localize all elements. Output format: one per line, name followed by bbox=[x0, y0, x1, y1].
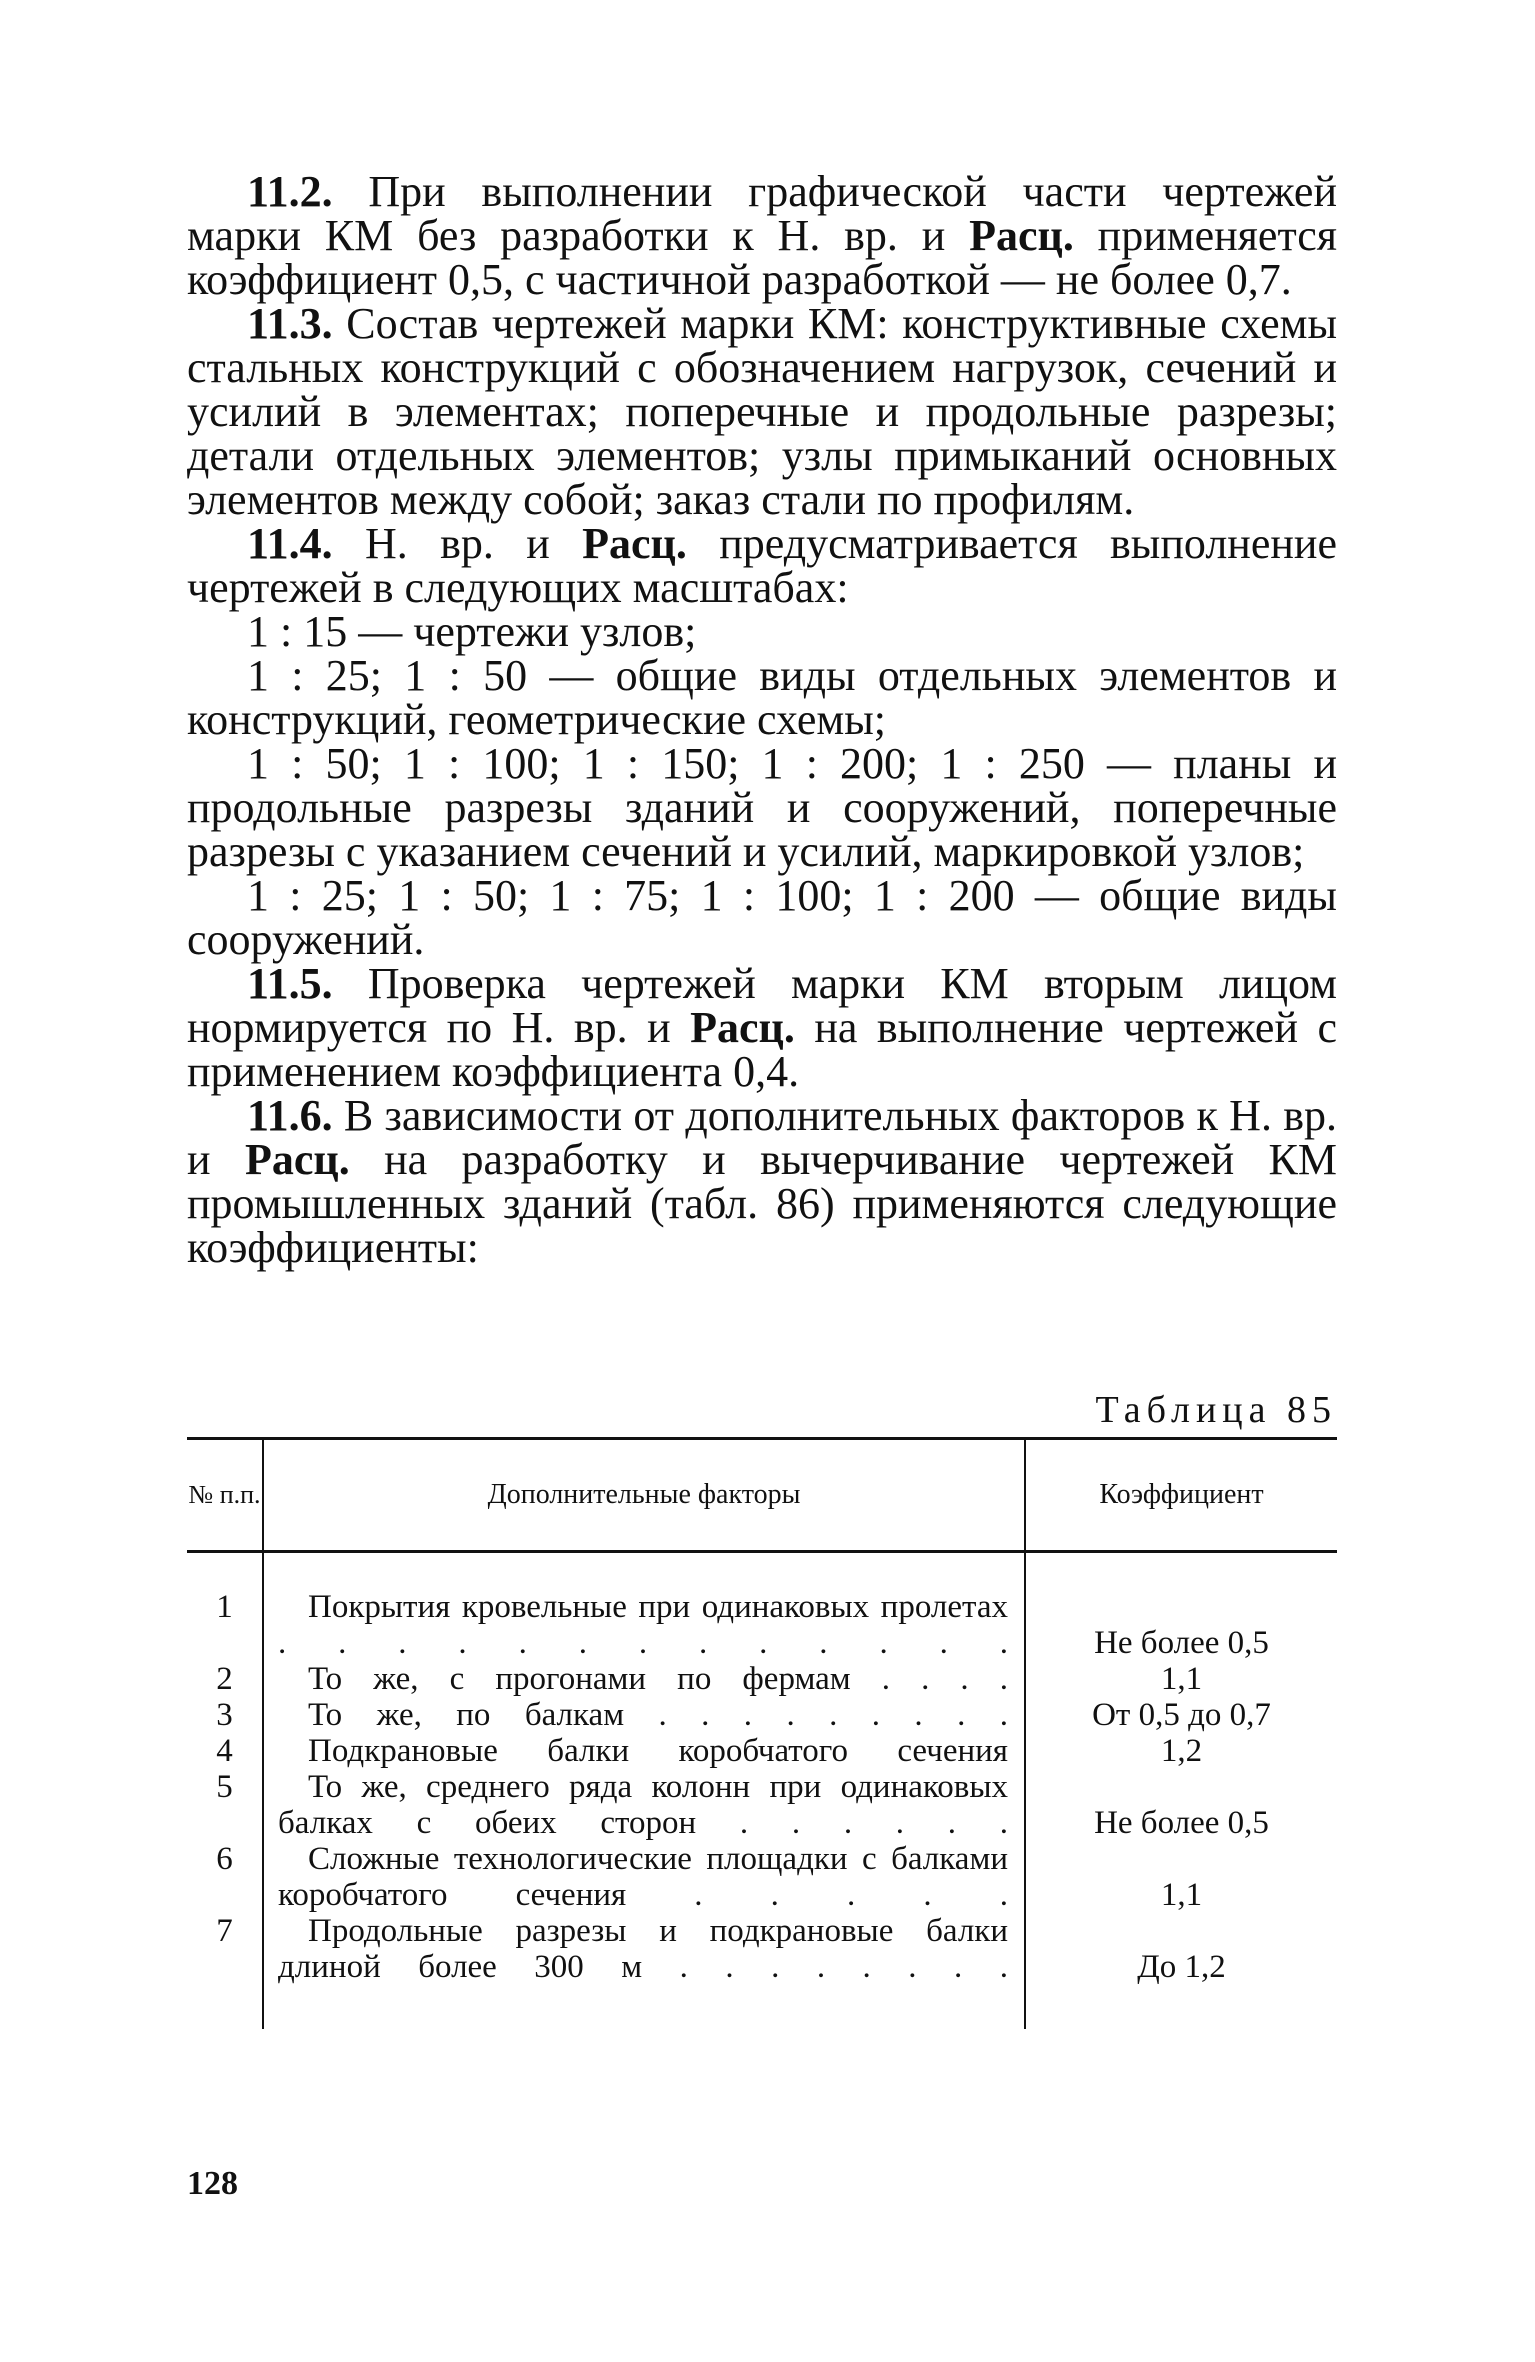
row-number: 1 bbox=[216, 1589, 233, 1625]
row-number: 6 bbox=[216, 1841, 233, 1877]
paragraph-text: Н. вр. и bbox=[364, 519, 583, 568]
row-coefficient: 1,1 bbox=[1160, 1877, 1203, 1913]
table-row bbox=[187, 1697, 1337, 1733]
paragraph-number: 11.2. bbox=[247, 167, 333, 216]
paragraph-bold: Расц. bbox=[582, 519, 687, 568]
row-number: 3 bbox=[216, 1697, 233, 1733]
paragraph-text: При выполнении графической части чертежей марки КМ без разработки к Н. вр. и bbox=[187, 167, 1337, 260]
row-coefficient: До 1,2 bbox=[1137, 1949, 1226, 1985]
header-coefficient: Коэффициент bbox=[1099, 1479, 1264, 1510]
header-factor: Дополнительные факторы bbox=[263, 1439, 1025, 1552]
page-text bbox=[187, 167, 1338, 1272]
row-coefficient: 1,1 bbox=[1160, 1661, 1203, 1697]
table-row bbox=[187, 1733, 1337, 1769]
coefficient-table bbox=[187, 1437, 1337, 2029]
paragraph-text-end: предусматривается выполнение чертежей в следующих масштабах: bbox=[187, 519, 1337, 612]
table-header-row bbox=[187, 1439, 1337, 1552]
row-coefficient: 1,2 bbox=[1160, 1733, 1203, 1769]
paragraph-bold: Расц. bbox=[969, 211, 1074, 260]
row-factor: То же, среднего ряда колонн при одинаковых балках с обеих сторон . . . . . . bbox=[278, 1769, 1008, 1841]
paragraph-text-end: на разработку и вычерчивание чертежей КМ промышленных зданий (табл. 86) применяются следующие коэффициенты: bbox=[187, 1135, 1337, 1272]
table-row bbox=[187, 1913, 1337, 2029]
scale-line-1: 1 : 15 — чертежи узлов; bbox=[247, 607, 697, 656]
row-coefficient: Не более 0,5 bbox=[1094, 1625, 1269, 1661]
paragraph-11-3 bbox=[187, 299, 1338, 524]
row-factor: Подкрановые балки коробчатого сечения bbox=[308, 1733, 1008, 1769]
row-number: 5 bbox=[216, 1769, 233, 1805]
paragraph-text: Состав чертежей марки КМ: конструктивные схемы стальных конструкций с обозначением нагрузок, сечений и усилий в элементах; поперечные и продольные разрезы; детали отдельных элементов; узлы примыканий основных элементов между собой; заказ стали по профилям. bbox=[187, 299, 1338, 524]
paragraph-text-end: на выполнение чертежей с применением коэффициента 0,4. bbox=[187, 1003, 1337, 1096]
row-number: 7 bbox=[216, 1913, 233, 1949]
paragraph-11-4 bbox=[187, 519, 1337, 612]
paragraph-text-end: применяется коэффициент 0,5, с частичной разработкой — не более 0,7. bbox=[187, 211, 1337, 304]
row-factor: То же, по балкам . . . . . . . . . bbox=[308, 1697, 1008, 1733]
table-row bbox=[187, 1841, 1337, 1913]
paragraph-text: Проверка чертежей марки КМ вторым лицом нормируется по Н. вр. и bbox=[187, 959, 1337, 1052]
scale-line-4: 1 : 25; 1 : 50; 1 : 75; 1 : 100; 1 : 200 — общие виды сооружений. bbox=[187, 871, 1337, 964]
page-number: 128 bbox=[187, 2165, 238, 2202]
paragraph-number: 11.4. bbox=[247, 519, 333, 568]
scale-line-2: 1 : 25; 1 : 50 — общие виды отдельных элементов и конструкций, геометрические схемы; bbox=[187, 651, 1337, 744]
table-row bbox=[187, 1661, 1337, 1697]
row-factor: Продольные разрезы и подкрановые балки длиной более 300 м . . . . . . . . bbox=[278, 1913, 1008, 1985]
row-factor: Покрытия кровельные при одинаковых пролетах . . . . . . . . . . . . . bbox=[278, 1589, 1008, 1661]
paragraph-bold: Расц. bbox=[244, 1135, 350, 1184]
row-number: 4 bbox=[216, 1733, 233, 1769]
row-coefficient: Не более 0,5 bbox=[1094, 1805, 1269, 1841]
paragraph-text: В зависимости от дополнительных факторов к Н. вр. и bbox=[187, 1091, 1338, 1184]
paragraph-11-5 bbox=[187, 959, 1337, 1096]
row-factor: То же, с прогонами по фермам . . . . bbox=[308, 1661, 1008, 1697]
paragraph-number: 11.5. bbox=[247, 959, 333, 1008]
header-number: № п.п. bbox=[188, 1480, 261, 1509]
row-coefficient: От 0,5 до 0,7 bbox=[1092, 1697, 1271, 1733]
row-factor: Сложные технологические площадки с балками коробчатого сечения . . . . . bbox=[278, 1841, 1008, 1913]
paragraph-11-2 bbox=[187, 167, 1337, 304]
table-row bbox=[187, 1769, 1337, 1841]
table-row bbox=[187, 1589, 1337, 1661]
paragraph-bold: Расц. bbox=[690, 1003, 795, 1052]
scale-line-3: 1 : 50; 1 : 100; 1 : 150; 1 : 200; 1 : 250 — планы и продольные разрезы зданий и сооружений, поперечные разрезы с указанием сечений и усилий, маркировкой узлов; bbox=[187, 739, 1337, 876]
paragraph-number: 11.3. bbox=[247, 299, 333, 348]
paragraph-number: 11.6. bbox=[247, 1091, 333, 1140]
paragraph-11-6 bbox=[187, 1091, 1338, 1272]
table-caption: Таблица 85 bbox=[1095, 1389, 1337, 1431]
row-number: 2 bbox=[216, 1661, 233, 1697]
